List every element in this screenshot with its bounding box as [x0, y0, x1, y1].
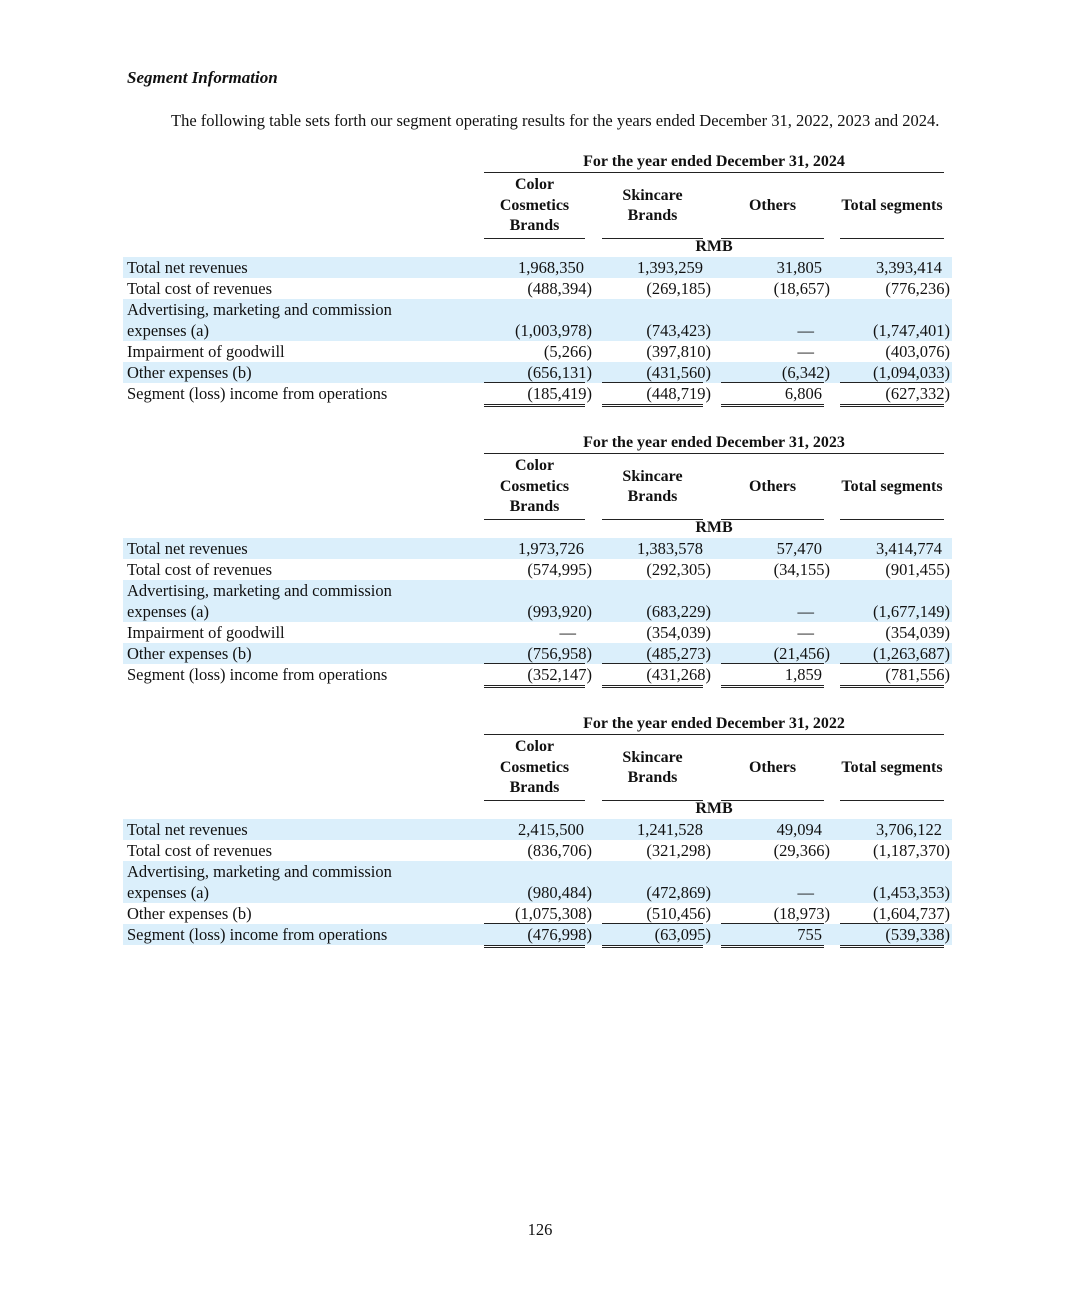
- table-cell: (34,155): [773, 560, 830, 579]
- row-label: Segment (loss) income from operations: [127, 665, 388, 684]
- column-header: Total segments: [840, 174, 944, 239]
- table-cell: (781,556): [885, 665, 950, 684]
- table-cell: (18,657): [773, 279, 830, 298]
- total-double-rule: [840, 685, 944, 688]
- table-cell: (352,147): [527, 665, 592, 684]
- row-label: Total cost of revenues: [127, 841, 273, 860]
- total-double-rule: [484, 945, 585, 948]
- table-cell: 1,859: [784, 665, 822, 684]
- table-cell: (1,187,370): [873, 841, 950, 860]
- table-cell: —: [797, 602, 814, 621]
- subtotal-rule: [721, 382, 824, 383]
- table-cell: (1,747,401): [873, 321, 950, 340]
- row-label-continued: expenses (a): [127, 602, 210, 621]
- subtotal-rule: [602, 382, 703, 383]
- subtotal-rule: [484, 382, 585, 383]
- table-cell: (776,236): [885, 279, 950, 298]
- table-cell: —: [797, 342, 814, 361]
- total-double-rule: [602, 685, 703, 688]
- table-cell: 49,094: [776, 820, 822, 839]
- total-double-rule: [721, 945, 824, 948]
- table-cell: —: [797, 623, 814, 642]
- subtotal-rule: [602, 923, 703, 924]
- table-cell: 3,706,122: [876, 820, 942, 839]
- row-label: Advertising, marketing and commission: [127, 862, 392, 881]
- table-cell: (993,920): [527, 602, 592, 621]
- table-cell: (5,266): [543, 342, 592, 361]
- table-cell: (476,998): [527, 925, 592, 944]
- table-cell: 1,383,578: [637, 539, 703, 558]
- total-double-rule: [840, 945, 944, 948]
- table-cell: (1,094,033): [873, 363, 950, 382]
- table-cell: 755: [797, 925, 822, 944]
- table-cell: (292,305): [646, 560, 711, 579]
- segment-table-1: [0, 152, 1080, 422]
- table-cell: (627,332): [885, 384, 950, 403]
- row-label: Segment (loss) income from operations: [127, 384, 388, 403]
- table-cell: —: [559, 623, 576, 642]
- table-cell: (574,995): [527, 560, 592, 579]
- row-label: Other expenses (b): [127, 363, 252, 382]
- column-header: Color Cosmetics Brands: [484, 174, 585, 239]
- table-cell: 3,393,414: [876, 258, 942, 277]
- table-cell: (510,456): [646, 904, 711, 923]
- table-cell: (6,342): [781, 363, 830, 382]
- table-cell: (488,394): [527, 279, 592, 298]
- subtotal-rule: [721, 923, 824, 924]
- column-header: Total segments: [840, 455, 944, 520]
- table-title: For the year ended December 31, 2023: [484, 433, 944, 454]
- table-cell: (1,003,978): [515, 321, 592, 340]
- column-header: Color Cosmetics Brands: [484, 455, 585, 520]
- table-cell: (836,706): [527, 841, 592, 860]
- table-cell: (63,095): [654, 925, 711, 944]
- subtotal-rule: [484, 923, 585, 924]
- row-label: Total net revenues: [127, 258, 248, 277]
- table-cell: (354,039): [885, 623, 950, 642]
- table-cell: (185,419): [527, 384, 592, 403]
- total-double-rule: [602, 945, 703, 948]
- table-cell: 1,973,726: [518, 539, 584, 558]
- row-label: Total cost of revenues: [127, 560, 273, 579]
- table-cell: 57,470: [776, 539, 822, 558]
- table-cell: 1,393,259: [637, 258, 703, 277]
- row-label-continued: expenses (a): [127, 883, 210, 902]
- table-cell: 1,241,528: [637, 820, 703, 839]
- total-double-rule: [484, 685, 585, 688]
- subtotal-rule: [721, 663, 824, 664]
- subtotal-rule: [840, 663, 944, 664]
- row-label: Other expenses (b): [127, 644, 252, 663]
- table-cell: (485,273): [646, 644, 711, 663]
- row-label: Impairment of goodwill: [127, 623, 285, 642]
- table-cell: (539,338): [885, 925, 950, 944]
- row-label: Impairment of goodwill: [127, 342, 285, 361]
- currency-unit: RMB: [695, 519, 733, 536]
- table-title: For the year ended December 31, 2022: [484, 714, 944, 735]
- currency-unit: RMB: [695, 800, 733, 817]
- row-label: Total net revenues: [127, 820, 248, 839]
- row-label: Advertising, marketing and commission: [127, 300, 392, 319]
- row-label: Total cost of revenues: [127, 279, 273, 298]
- row-label: Other expenses (b): [127, 904, 252, 923]
- table-cell: 1,968,350: [518, 258, 584, 277]
- table-cell: (980,484): [527, 883, 592, 902]
- table-cell: —: [797, 321, 814, 340]
- table-cell: (431,268): [646, 665, 711, 684]
- subtotal-rule: [602, 663, 703, 664]
- table-cell: 2,415,500: [518, 820, 584, 839]
- table-cell: (472,869): [646, 883, 711, 902]
- subtotal-rule: [840, 923, 944, 924]
- total-double-rule: [840, 404, 944, 407]
- column-header: Skincare Brands: [602, 455, 703, 520]
- table-cell: (656,131): [527, 363, 592, 382]
- total-double-rule: [721, 404, 824, 407]
- table-cell: 3,414,774: [876, 539, 942, 558]
- table-cell: (743,423): [646, 321, 711, 340]
- row-label: Total net revenues: [127, 539, 248, 558]
- column-header: Color Cosmetics Brands: [484, 736, 585, 801]
- subtotal-rule: [484, 663, 585, 664]
- table-cell: (683,229): [646, 602, 711, 621]
- row-label: Advertising, marketing and commission: [127, 581, 392, 600]
- table-cell: (397,810): [646, 342, 711, 361]
- page-number: 126: [527, 1220, 553, 1239]
- table-cell: (1,677,149): [873, 602, 950, 621]
- table-cell: (18,973): [773, 904, 830, 923]
- table-cell: (1,075,308): [515, 904, 592, 923]
- column-header: Others: [721, 455, 824, 520]
- table-cell: (431,560): [646, 363, 711, 382]
- table-cell: (29,366): [773, 841, 830, 860]
- table-cell: (321,298): [646, 841, 711, 860]
- table-cell: (403,076): [885, 342, 950, 361]
- column-header: Total segments: [840, 736, 944, 801]
- total-double-rule: [602, 404, 703, 407]
- table-cell: 31,805: [776, 258, 822, 277]
- currency-unit: RMB: [695, 238, 733, 255]
- table-cell: (269,185): [646, 279, 711, 298]
- table-title: For the year ended December 31, 2024: [484, 152, 944, 173]
- column-header: Skincare Brands: [602, 736, 703, 801]
- table-cell: —: [797, 883, 814, 902]
- table-cell: (1,263,687): [873, 644, 950, 663]
- table-cell: (21,456): [773, 644, 830, 663]
- table-cell: (1,604,737): [873, 904, 950, 923]
- table-cell: (1,453,353): [873, 883, 950, 902]
- row-label: Segment (loss) income from operations: [127, 925, 388, 944]
- section-heading: Segment Information: [127, 68, 278, 87]
- table-cell: (354,039): [646, 623, 711, 642]
- segment-table-3: [0, 714, 1080, 984]
- table-cell: (901,455): [885, 560, 950, 579]
- table-cell: (448,719): [646, 384, 711, 403]
- column-header: Others: [721, 736, 824, 801]
- row-label-continued: expenses (a): [127, 321, 210, 340]
- table-cell: (756,958): [527, 644, 592, 663]
- subtotal-rule: [840, 382, 944, 383]
- total-double-rule: [721, 685, 824, 688]
- total-double-rule: [484, 404, 585, 407]
- intro-paragraph: The following table sets forth our segment operating results for the years ended December 31, 2022, 2023 and 2024.: [171, 111, 940, 130]
- column-header: Others: [721, 174, 824, 239]
- table-cell: 6,806: [784, 384, 822, 403]
- column-header: Skincare Brands: [602, 174, 703, 239]
- segment-table-2: [0, 433, 1080, 703]
